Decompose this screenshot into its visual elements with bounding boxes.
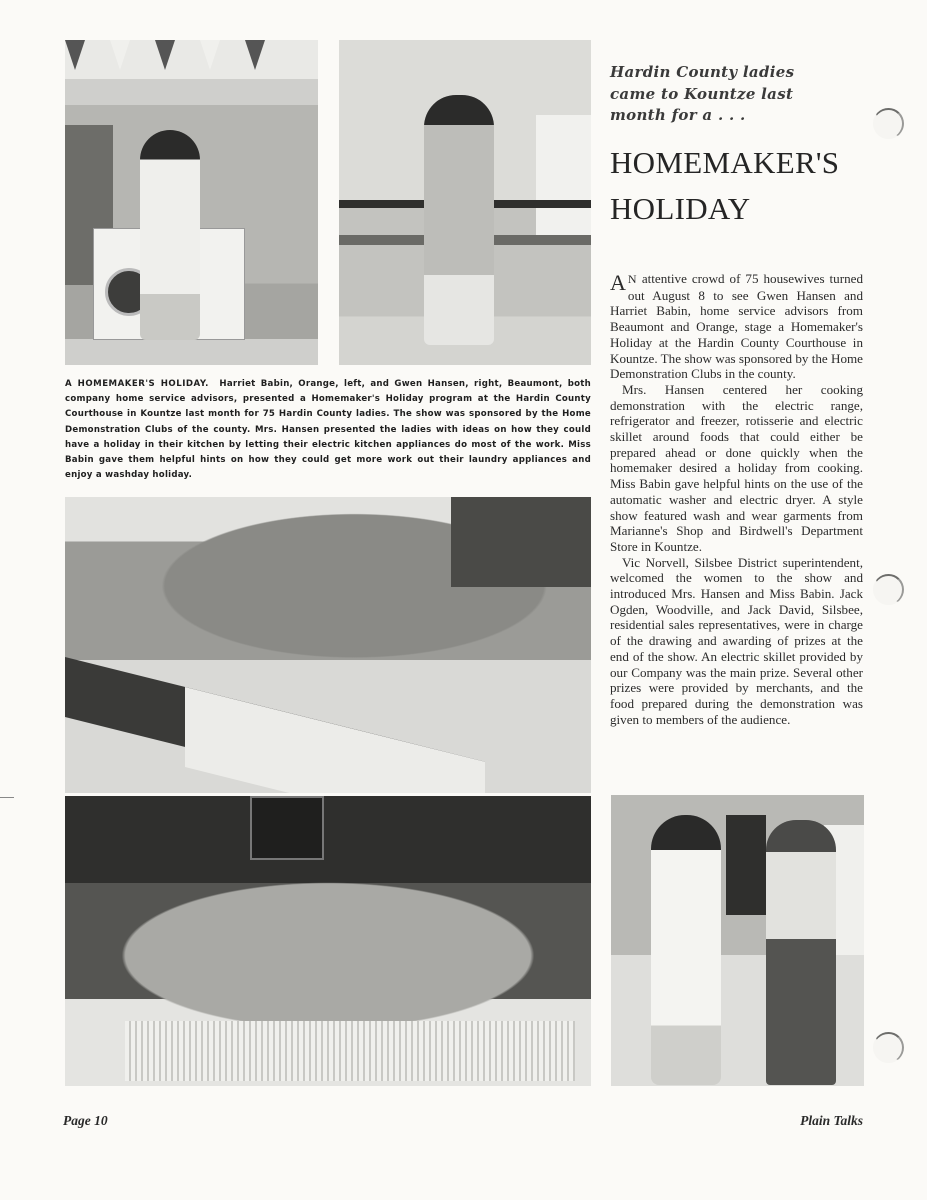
binder-hole-icon — [873, 108, 904, 139]
headline-line-1: HOMEMAKER'S — [610, 145, 840, 180]
article-body — [610, 271, 863, 727]
photo-caption — [65, 377, 591, 483]
margin-tick — [0, 797, 14, 798]
doorway — [726, 815, 766, 915]
binder-hole-icon — [873, 1032, 904, 1063]
article-kicker: Hardin County ladies came to Kountze last month for a . . . — [610, 63, 795, 124]
pennant-flag — [200, 40, 220, 70]
photo-prize-presentation — [611, 795, 864, 1086]
photo-food-table-crowd — [65, 796, 591, 1086]
binder-hole-icon — [873, 574, 904, 605]
photo-washer-demonstration — [65, 40, 318, 365]
doorway — [250, 796, 324, 860]
striped-tablecloth — [125, 1021, 575, 1081]
pennant-flag — [245, 40, 265, 70]
pennant-flag — [65, 40, 85, 70]
body-paragraph: Vic Norvell, Silsbee District superintendent, welcomed the women to the show and introduced Mrs. Hansen and Miss Babin. Jack Ogden, Woodville, and Jack David, Silsbee, residential sales representatives, were in charge of the drawing and awarding of prizes at the end of the show. An electric skillet provided by our Company was the main prize. Several other prizes were provided by merchants, and the food prepared during the demonstration was given to members of the audience. — [610, 554, 863, 727]
woman-figure — [140, 130, 200, 340]
photo-buffet-crowd — [65, 497, 591, 793]
headline-line-2: HOLIDAY — [610, 191, 751, 226]
pennant-flag — [110, 40, 130, 70]
caption-lead: A HOMEMAKER'S HOLIDAY. — [65, 379, 209, 389]
photo-ironer-demonstration — [339, 40, 591, 365]
caption-text: Harriet Babin, Orange, left, and Gwen Hansen, right, Beaumont, both company home service advisors, presented a Homemaker's Holiday program at the Hardin County Courthouse in Kountze last month for 75 Hardin County ladies. The show was sponsored by the Home Demonstration Clubs of the county. Mrs. Hansen presented the ladies with ideas on how they could have a holiday in their kitchen by letting their electric kitchen appliances do most of the work. Miss Babin gave them helpful hints on how they could get more work out their laundry appliances and enjoy a washday holiday. — [65, 379, 592, 481]
body-paragraph: Mrs. Hansen centered her cooking demonstration with the electric range, refrigerator and freezer, rotisserie and electric skillet around foods that could either be prepared ahead or done quickly when the homemaker desired a holiday from cooking. Miss Babin gave helpful hints on the use of the automatic washer and electric dryer. A style show featured wash and wear garments from Marianne's Shop and Birdwell's Department Store in Kountze. — [610, 381, 863, 554]
body-paragraph: A N attentive crowd of 75 housewives turned out August 8 to see Gwen Hansen and Harriet Babin, home service advisors from Beaumont and Orange, stage a Homemaker's Holiday at the Hardin County Courthouse in Kountze. The show was sponsored by the Home Demonstration Clubs in the county. — [610, 270, 863, 382]
small-cap: N — [627, 272, 637, 286]
woman-figure — [424, 95, 494, 345]
man-figure — [766, 820, 836, 1085]
drop-cap: A — [610, 270, 626, 295]
refrigerator — [536, 115, 591, 235]
brick-wall — [451, 497, 591, 587]
page-number: Page 10 — [63, 1113, 108, 1128]
article-headline — [610, 140, 880, 232]
tablecloth — [185, 687, 485, 793]
woman-figure — [651, 815, 721, 1085]
pennant-flag — [155, 40, 175, 70]
publication-name: Plain Talks — [800, 1113, 863, 1128]
